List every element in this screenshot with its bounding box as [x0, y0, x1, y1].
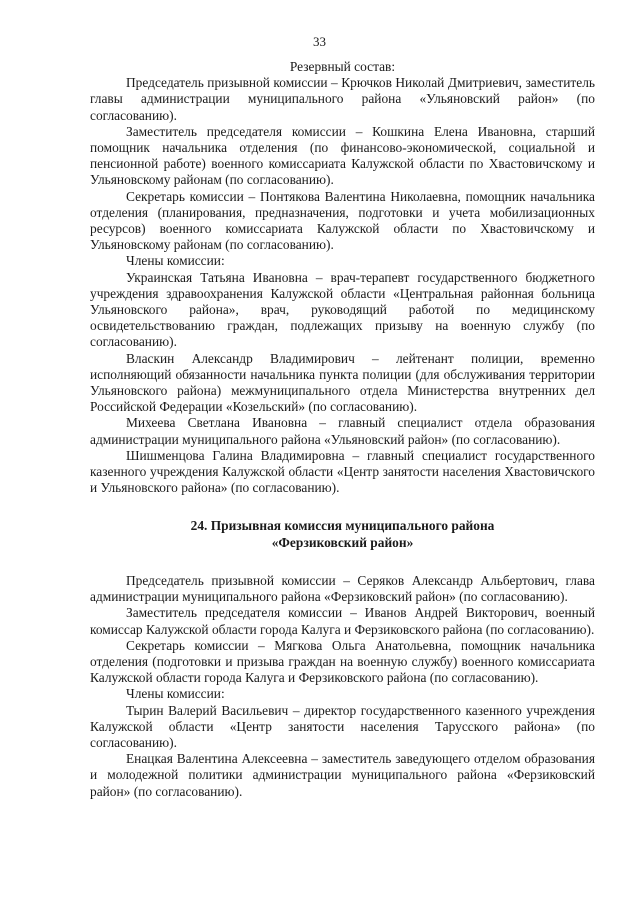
reserve-chairman: Председатель призывной комиссии – Крючков Николай Дмитриевич, заместитель главы администрации муниципального района «Ульяновский район» (по согласованию). — [90, 75, 595, 123]
reserve-members-title: Члены комиссии: — [126, 253, 225, 269]
reserve-secretary: Секретарь комиссии – Понтякова Валентина Николаевна, помощник начальника отделения (планирования, предназначения, подготовки и учета мобилизационных ресурсов) военного комиссариата Калужской области по Хвастовичскому и Ульяновскому районам (по согласованию). — [90, 188, 595, 253]
reserve-title: Резервный состав: — [289, 59, 396, 74]
s24-secretary: Секретарь комиссии – Мягкова Ольга Анатольевна, помощник начальника отделения (подготовки и призыва граждан на военную службу) военного комиссариата Калужской области города Калуга и Ферзиковского района (по согласованию). — [90, 637, 595, 686]
reserve-deputy-chairman: Заместитель председателя комиссии – Кошкина Елена Ивановна, старший помощник начальника отделения (по финансово-экономической, социальной и пенсионной работе) военного комиссариата Калужской области по Хвастовичскому и Ульяновскому районам (по согласованию). — [90, 123, 595, 188]
reserve-member-3: Михеева Светлана Ивановна – главный специалист отдела образования администрации муниципального района «Ульяновский район» (по согласованию). — [90, 415, 595, 447]
page-content — [90, 59, 595, 800]
page-number: 33 — [313, 34, 326, 49]
reserve-member-1: Украинская Татьяна Ивановна – врач-терапевт государственного бюджетного учреждения здравоохранения Калужской области «Центральная районная больница Ульяновского района», врач, руководящий работой по медицинскому освидетельствованию граждан, подлежащих призыву на военную службу (по согласованию). — [90, 269, 595, 350]
s24-deputy-chairman: Заместитель председателя комиссии – Иванов Андрей Викторович, военный комиссар Калужской области города Калуга и Ферзиковского района (по согласованию). — [90, 605, 595, 637]
s24-members-title: Члены комиссии: — [126, 686, 225, 702]
reserve-member-4: Шишменцова Галина Владимировна – главный специалист государственного казенного учреждения Калужской области «Центр занятости населения Хвастовичского и Ульяновского района» (по согласованию). — [90, 447, 595, 496]
s24-chairman: Председатель призывной комиссии – Серяков Александр Альбертович, глава администрации муниципального района «Ферзиковский район» (по согласованию). — [90, 572, 595, 605]
reserve-member-2: Власкин Александр Владимирович – лейтенант полиции, временно исполняющий обязанности начальника пункта полиции (для обслуживания территории Ульяновского района) межмуниципального отдела Министерства внутренних дел Российской Федерации «Козельский» (по согласованию). — [90, 350, 595, 415]
section-24-heading-line-2: «Ферзиковский район» — [271, 534, 414, 550]
s24-member-1: Тырин Валерий Васильевич – директор государственного казенного учреждения Калужской области «Центр занятости населения Тарусского района» (по согласованию). — [90, 702, 595, 750]
s24-member-2: Енацкая Валентина Алексеевна – заместитель заведующего отделом образования и молодежной политики администрации муниципального района «Ферзиковский район» (по согласованию). — [90, 751, 595, 799]
section-24-heading-line-1: 24. Призывная комиссия муниципального района — [190, 518, 495, 534]
